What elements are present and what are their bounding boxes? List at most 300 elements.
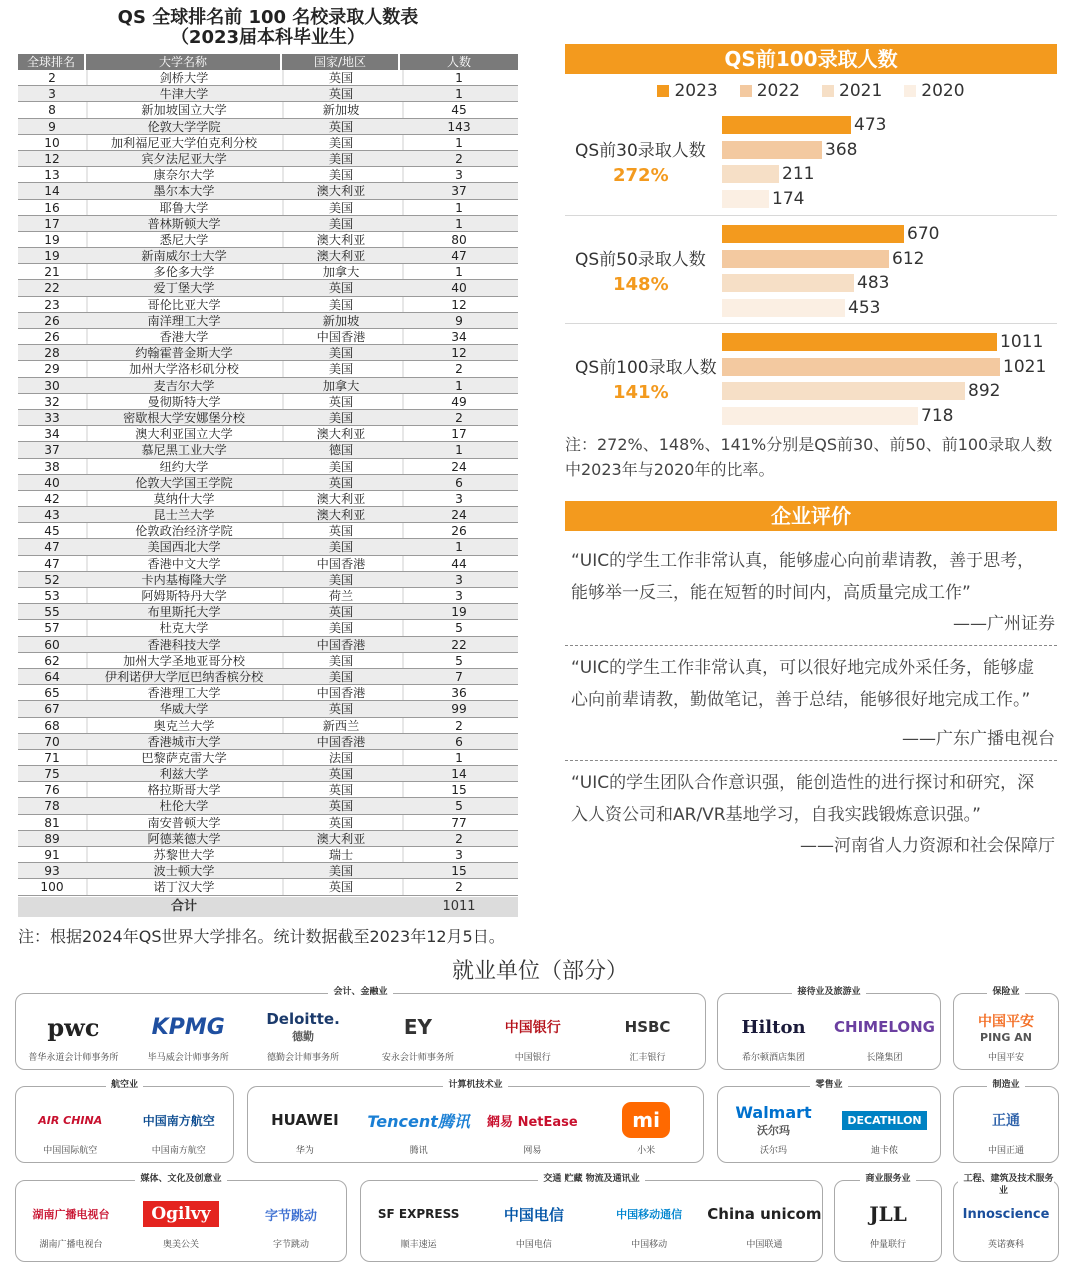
count-cell: 1 [455, 87, 463, 102]
rank-cell: 47 [44, 556, 60, 571]
total-label: 合计 [170, 898, 197, 914]
country-cell: 美国 [328, 459, 354, 474]
company-logo-icon [834, 1006, 935, 1048]
count-cell: 3 [455, 572, 463, 587]
university-cell: 哥伦比亚大学 [147, 297, 221, 312]
industry-label-wrap [248, 1079, 703, 1091]
country-cell: 美国 [328, 540, 354, 555]
country-cell: 澳大利亚 [316, 184, 366, 199]
rank-cell: 22 [44, 281, 60, 296]
group-label: QS前50录取人数 [575, 250, 706, 270]
country-cell: 澳大利亚 [316, 249, 366, 264]
legend-swatch [740, 85, 752, 97]
logo-row [16, 1006, 705, 1065]
rank-cell: 71 [44, 750, 60, 765]
count-cell: 9 [455, 313, 463, 328]
company-logo-icon [622, 1099, 670, 1141]
industry-label: 零售业 [810, 1080, 847, 1090]
quote-3: “UIC的学生团队合作意识强，能创造性的进行探讨和研究，深入人资公司和AR/VR基地学习，自我实践锻炼意识强。” [571, 773, 1035, 825]
industry-box [717, 987, 941, 1070]
university-cell: 约翰霍普金斯大学 [135, 346, 233, 361]
table-title: QS 全球排名前 100 名校录取人数表 [117, 7, 419, 28]
table-row [18, 782, 518, 798]
rank-cell: 60 [44, 637, 60, 652]
count-cell: 1 [455, 540, 463, 555]
chart-section [565, 44, 1057, 856]
bar-value-label: 453 [848, 297, 881, 318]
university-cell: 利兹大学 [159, 767, 209, 782]
logo-row [361, 1193, 822, 1257]
legend-label: 2021 [839, 81, 883, 101]
logo-row [954, 1193, 1058, 1257]
company-caption: 普华永道会计师事务所 [28, 1053, 119, 1063]
rank-cell: 93 [44, 864, 60, 879]
company-logo-icon [266, 1006, 339, 1048]
country-cell: 英国 [328, 475, 354, 490]
bar-2022 [722, 141, 822, 159]
table-row [18, 685, 518, 701]
university-cell: 新南威尔士大学 [141, 249, 227, 264]
university-cell: 伦敦政治经济学院 [135, 524, 233, 539]
employer-logo [129, 1099, 229, 1156]
university-cell: 诺丁汉大学 [153, 880, 215, 895]
company-caption: 毕马威会计师事务所 [147, 1053, 229, 1063]
industry-label-wrap [16, 1079, 233, 1091]
rank-cell: 53 [44, 589, 60, 603]
industry-box [953, 987, 1059, 1070]
group-separator [565, 215, 1057, 216]
table-row [18, 183, 518, 199]
university-cell: 康奈尔大学 [153, 168, 215, 183]
rank-cell: 37 [44, 443, 60, 458]
table-row [18, 313, 518, 329]
header-count: 人数 [446, 55, 471, 69]
count-cell: 6 [455, 734, 463, 749]
bar-2021 [722, 165, 779, 183]
company-logo-icon [963, 1193, 1050, 1235]
header-rank: 全球排名 [18, 54, 86, 70]
rank-cell: 42 [44, 491, 60, 506]
table-row [18, 216, 518, 232]
company-caption: 仲量联行 [869, 1240, 906, 1250]
bar-value-label: 368 [825, 139, 858, 160]
table-row [18, 863, 518, 879]
university-cell: 牛津大学 [159, 87, 209, 102]
logo-text: DECATHLON [842, 1111, 926, 1130]
university-cell: 莫纳什大学 [153, 491, 215, 506]
rank-cell: 68 [44, 718, 60, 733]
table-row [18, 620, 518, 636]
university-cell: 苏黎世大学 [153, 848, 215, 862]
bar-2023 [722, 333, 997, 351]
industry-label: 商业服务业 [860, 1174, 915, 1184]
country-cell: 澳大利亚 [316, 508, 366, 523]
country-cell: 美国 [328, 362, 354, 377]
country-cell: 英国 [328, 119, 354, 134]
table-row [18, 329, 518, 345]
divider [565, 760, 1057, 761]
country-cell: 英国 [328, 799, 354, 814]
legend-item [657, 81, 717, 101]
logo-text: 網易 NetEase [487, 1114, 578, 1130]
count-cell: 1 [455, 443, 463, 458]
logo-text: 正通 [992, 1113, 1020, 1129]
rank-cell: 26 [44, 313, 60, 328]
country-cell: 英国 [328, 281, 354, 296]
logo-row [954, 1099, 1058, 1158]
university-cell: 美国西北大学 [147, 540, 221, 555]
industry-label: 媒体、文化及创意业 [135, 1174, 226, 1184]
university-cell: 波士顿大学 [153, 864, 215, 879]
table-row [18, 750, 518, 766]
industry-box [360, 1174, 823, 1262]
country-cell: 中国香港 [316, 330, 366, 344]
count-cell: 1 [455, 200, 463, 215]
country-cell: 英国 [328, 71, 354, 85]
company-caption: 中国电信 [515, 1240, 552, 1250]
rank-cell: 65 [44, 686, 60, 701]
industry-label: 计算机技术业 [443, 1080, 507, 1090]
table-row [18, 264, 518, 280]
company-caption: 德勤会计师事务所 [267, 1053, 340, 1063]
country-cell: 澳大利亚 [316, 427, 366, 442]
country-cell: 美国 [328, 135, 354, 150]
table-row [18, 604, 518, 620]
university-cell: 布里斯托大学 [147, 605, 221, 620]
industry-box [717, 1080, 941, 1163]
country-cell: 新加坡 [322, 103, 360, 118]
university-cell: 香港理工大学 [147, 686, 221, 701]
bar-value-label: 612 [892, 248, 925, 269]
rank-cell: 14 [44, 184, 60, 199]
university-cell: 伦敦大学国王学院 [135, 475, 233, 490]
logo-text: Ogilvy [143, 1201, 218, 1227]
logo-text: Hilton [741, 1016, 806, 1038]
employer-logo [835, 1099, 935, 1156]
table-row [18, 70, 518, 86]
group-ratio: 272% [613, 165, 669, 186]
quote-1: “UIC的学生工作非常认真，能够虚心向前辈请教，善于思考，能够举一反三，能在短暂的时间内，高质量完成工作” [571, 551, 1035, 603]
count-cell: 5 [455, 621, 463, 636]
company-logo-icon [33, 1193, 110, 1235]
country-cell: 英国 [328, 783, 354, 798]
table-row [18, 637, 518, 653]
table-row [18, 766, 518, 782]
company-logo-icon [38, 1099, 102, 1141]
table-row [18, 653, 518, 669]
employer-logo [131, 1193, 231, 1250]
country-cell: 中国香港 [316, 556, 366, 571]
table-row [18, 718, 518, 734]
industry-box [953, 1080, 1059, 1163]
company-logo-icon [842, 1099, 926, 1141]
rank-cell: 64 [44, 669, 60, 684]
rank-cell: 55 [44, 605, 60, 620]
university-cell: 墨尔本大学 [153, 184, 215, 199]
logo-text: 字节跳动 [264, 1208, 317, 1224]
table-row [18, 345, 518, 361]
logo-row [248, 1099, 703, 1158]
country-cell: 英国 [328, 815, 354, 830]
bar-value-label: 174 [772, 188, 805, 209]
group-separator [565, 323, 1057, 324]
university-cell: 奥克兰大学 [153, 718, 215, 733]
employer-logo [724, 1099, 824, 1156]
table-row [18, 86, 518, 102]
rank-cell: 28 [44, 346, 60, 361]
count-cell: 44 [451, 556, 467, 571]
count-cell: 99 [451, 702, 467, 717]
bar-2020 [722, 407, 918, 425]
university-cell: 香港中文大学 [147, 556, 221, 571]
company-logo-icon [707, 1193, 821, 1235]
rank-cell: 29 [44, 362, 60, 377]
university-cell: 慕尼黑工业大学 [141, 443, 227, 458]
table-row [18, 815, 518, 831]
university-cell: 澳大利亚国立大学 [135, 427, 233, 442]
country-cell: 加拿大 [322, 265, 360, 280]
country-cell: 中国香港 [316, 686, 366, 701]
table-row [18, 102, 518, 118]
industry-box [15, 1080, 234, 1163]
quote-2-source: ——广东广播电视台 [902, 729, 1055, 749]
university-cell: 格拉斯哥大学 [147, 783, 221, 798]
company-logo-icon [367, 1099, 469, 1141]
rank-cell: 76 [44, 783, 60, 798]
country-cell: 加拿大 [322, 378, 360, 393]
industry-label-wrap [718, 986, 940, 998]
company-caption: 中国正通 [987, 1146, 1024, 1156]
company-caption: 中国移动 [631, 1240, 668, 1250]
employer-logo [956, 1193, 1056, 1250]
employer-logo [956, 1099, 1056, 1156]
table-row [18, 831, 518, 847]
table-row [18, 798, 518, 814]
bar-2021 [722, 382, 965, 400]
rank-cell: 26 [44, 330, 60, 344]
rank-cell: 10 [44, 135, 60, 150]
company-logo-icon [271, 1099, 339, 1141]
rank-cell: 67 [44, 702, 60, 717]
university-cell: 南安普顿大学 [147, 815, 221, 830]
table-row [18, 232, 518, 248]
rank-cell: 19 [44, 232, 60, 247]
header-university: 大学名称 [86, 54, 282, 70]
company-caption: 英诺赛科 [987, 1240, 1024, 1250]
rank-cell: 2 [48, 71, 56, 85]
logo-text: HUAWEI [271, 1111, 339, 1129]
rank-cell: 13 [44, 168, 60, 183]
university-cell: 悉尼大学 [159, 232, 209, 247]
count-cell: 26 [451, 524, 467, 539]
logo-text: Deloitte. [266, 1010, 340, 1028]
count-cell: 1 [455, 750, 463, 765]
industry-label: 制造业 [987, 1080, 1024, 1090]
rank-cell: 75 [44, 767, 60, 782]
rank-cell: 34 [44, 427, 60, 442]
university-cell: 普林斯顿大学 [147, 216, 221, 231]
count-cell: 3 [455, 589, 463, 603]
count-cell: 1 [455, 265, 463, 280]
country-cell: 英国 [328, 605, 354, 620]
company-logo-icon [741, 1006, 805, 1048]
legend-swatch [904, 85, 916, 97]
company-caption: 安永会计师事务所 [381, 1053, 454, 1063]
table-row [18, 475, 518, 491]
rank-cell: 57 [44, 621, 60, 636]
employer-logo [369, 1193, 469, 1250]
logo-text: SF EXPRESS [377, 1207, 460, 1221]
company-logo-icon [504, 1193, 564, 1235]
rank-cell: 62 [44, 653, 60, 668]
company-caption: 沃尔玛 [759, 1146, 787, 1156]
table-header [18, 54, 518, 70]
rank-cell: 21 [44, 265, 60, 280]
logo-row [16, 1099, 233, 1158]
bar-2023 [722, 116, 851, 134]
logo-text: JLL [869, 1202, 907, 1226]
count-cell: 6 [455, 475, 463, 490]
university-cell: 香港科技大学 [147, 637, 221, 652]
industry-label: 接待业及旅游业 [792, 987, 865, 997]
legend-label: 2022 [756, 81, 800, 101]
logo-text: pwc [47, 1012, 100, 1042]
country-cell: 美国 [328, 216, 354, 231]
logo-text: KPMG [151, 1014, 225, 1040]
company-caption: 顺丰速运 [400, 1240, 437, 1250]
logo-text: 中国电信 [503, 1205, 564, 1224]
legend-label: 2020 [921, 81, 965, 101]
company-caption: 中国南方航空 [151, 1146, 206, 1156]
industry-label-wrap [954, 1079, 1058, 1091]
country-cell: 美国 [328, 653, 354, 668]
table-subtitle: （2023届本科毕业生） [170, 27, 366, 48]
rank-cell: 100 [40, 880, 64, 895]
legend-item [740, 81, 800, 101]
rank-cell: 70 [44, 734, 60, 749]
legend-swatch [822, 85, 834, 97]
logo-text: 中国移动通信 [616, 1208, 683, 1221]
country-cell: 美国 [328, 151, 354, 166]
rank-cell: 19 [44, 249, 60, 264]
country-cell: 美国 [328, 410, 354, 425]
employer-logo [956, 1006, 1056, 1063]
table-row [18, 556, 518, 572]
logo-text: mi [622, 1102, 670, 1138]
employer-logo [241, 1193, 341, 1250]
country-cell: 美国 [328, 200, 354, 215]
bar-value-label: 892 [968, 381, 1001, 401]
count-cell: 143 [447, 119, 471, 134]
company-caption: 湖南广播电视台 [39, 1240, 103, 1250]
count-cell: 40 [451, 281, 467, 296]
employer-logo [598, 1006, 698, 1063]
company-logo-icon [143, 1099, 215, 1141]
rank-cell: 9 [48, 119, 56, 134]
ranking-table-section [18, 8, 518, 917]
table-row [18, 378, 518, 394]
count-cell: 17 [451, 427, 467, 442]
university-cell: 香港城市大学 [147, 734, 221, 749]
bar-2022 [722, 250, 889, 268]
count-cell: 14 [451, 767, 467, 782]
employer-logo [253, 1006, 353, 1063]
count-cell: 37 [451, 184, 467, 199]
country-cell: 英国 [328, 394, 354, 409]
table-row [18, 151, 518, 167]
total-value: 1011 [442, 898, 476, 914]
industry-box [15, 1174, 347, 1262]
table-row [18, 572, 518, 588]
employer-logo [21, 1193, 121, 1250]
employers-title: 就业单位（部分） [451, 959, 628, 984]
company-logo-icon [992, 1099, 1020, 1141]
count-cell: 1 [455, 378, 463, 393]
bar-value-label: 670 [907, 224, 940, 244]
rank-cell: 89 [44, 831, 60, 846]
divider [565, 645, 1057, 646]
university-cell: 南洋理工大学 [147, 313, 221, 328]
count-cell: 2 [455, 831, 463, 846]
table-row [18, 459, 518, 475]
count-cell: 47 [451, 249, 467, 264]
count-cell: 12 [451, 297, 467, 312]
company-caption: 网易 [523, 1146, 542, 1156]
count-cell: 36 [451, 686, 467, 701]
company-logo-icon [143, 1193, 218, 1235]
logo-text: 中国平安 [978, 1013, 1034, 1030]
company-caption: 字节跳动 [272, 1240, 309, 1250]
count-cell: 24 [451, 459, 467, 474]
bar-value-label: 483 [857, 273, 890, 293]
university-cell: 麦吉尔大学 [153, 378, 215, 393]
table-row [18, 879, 518, 895]
table-row [18, 200, 518, 216]
count-cell: 49 [451, 394, 467, 409]
logo-text: 湖南广播电视台 [32, 1208, 110, 1221]
country-cell: 英国 [328, 524, 354, 539]
legend-item [822, 81, 882, 101]
company-logo-icon [505, 1006, 561, 1048]
bar-2020 [722, 299, 845, 317]
logo-text: China unicom [707, 1205, 822, 1223]
logo-subtext: 德勤 [292, 1030, 315, 1043]
rank-cell: 12 [44, 151, 60, 166]
university-cell: 巴黎萨克雷大学 [141, 750, 227, 765]
rank-cell: 8 [48, 103, 56, 118]
company-logo-icon [978, 1006, 1034, 1048]
country-cell: 中国香港 [316, 637, 366, 652]
count-cell: 1 [455, 135, 463, 150]
rank-cell: 40 [44, 475, 60, 490]
company-caption: 汇丰银行 [629, 1053, 666, 1063]
company-caption: 奥美公关 [162, 1240, 199, 1250]
company-caption: 希尔顿酒店集团 [741, 1053, 805, 1063]
industry-box [247, 1080, 704, 1163]
university-cell: 加州大学洛杉矶分校 [129, 362, 239, 377]
university-cell: 香港大学 [159, 330, 209, 344]
country-cell: 美国 [328, 297, 354, 312]
bar-value-label: 473 [854, 115, 887, 135]
evaluation-title: 企业评价 [565, 501, 1057, 531]
logo-row [835, 1193, 941, 1257]
table-row [18, 669, 518, 685]
table-row [18, 734, 518, 750]
table-row [18, 119, 518, 135]
employer-logo [484, 1193, 584, 1250]
university-cell: 剑桥大学 [159, 71, 209, 85]
rank-cell: 38 [44, 459, 60, 474]
